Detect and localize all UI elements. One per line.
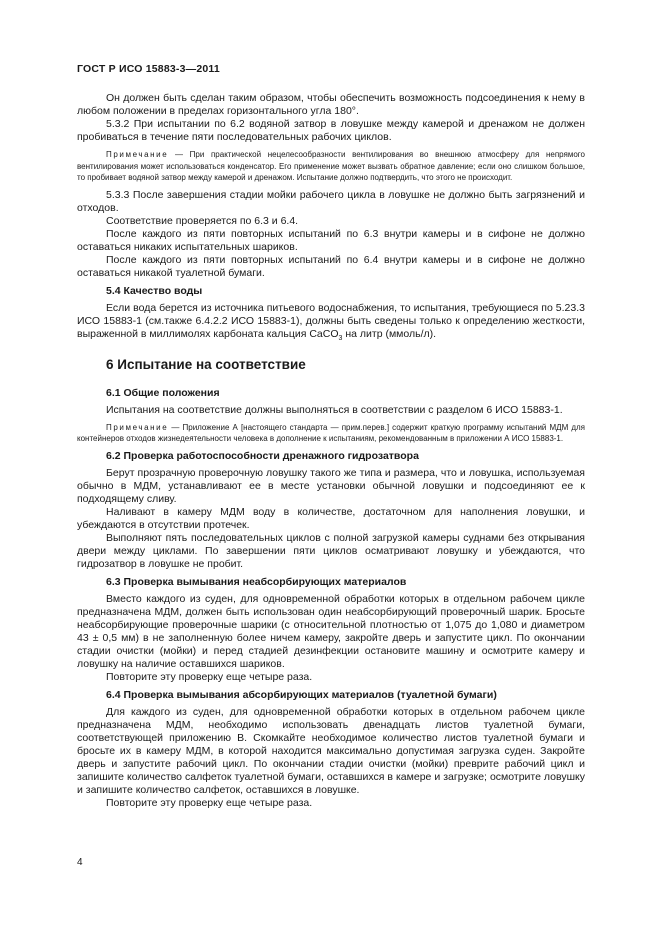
paragraph: Испытания на соответствие должны выполняться в соответствии с разделом 6 ИСО 15883-1.: [106, 403, 563, 416]
document-header: ГОСТ Р ИСО 15883-3—2011: [77, 63, 220, 75]
note-label: Примечание: [106, 422, 169, 432]
paragraph: Берут прозрачную проверочную ловушку такого же типа и размера, что и ловушка, используемая обычно в МДМ, устанавливают ее в месте установки обычной ловушки и подсоединяют ее к подходящему сливу.: [77, 466, 585, 505]
note-label: Примечание: [106, 150, 169, 159]
paragraph: Наливают в камеру МДМ воду в количестве, достаточном для наполнения ловушки, и убеждаются в отсутствии протечек.: [77, 505, 585, 531]
section-heading-5-4: 5.4 Качество воды: [106, 284, 203, 297]
note-text: — Приложение А [настоящего стандарта — прим.перев.] содержит краткую программу испытаний МДМ для контейнеров отходов жизнедеятельности человека в дополнение к испытаниям, рекомендованным в приложении А ИСО 15883-1.: [77, 422, 585, 443]
section-heading-6-2: 6.2 Проверка работоспособности дренажного гидрозатвора: [106, 449, 419, 462]
document-body: [77, 92, 585, 810]
paragraph: После каждого из пяти повторных испытаний по 6.4 внутри камеры и в сифоне не должно оставаться никакой туалетной бумаги.: [77, 253, 585, 279]
section-heading-6-4: 6.4 Проверка вымывания абсорбирующих материалов (туалетной бумаги): [106, 688, 497, 701]
paragraph: Соответствие проверяется по 6.3 и 6.4.: [106, 214, 299, 227]
note: [77, 422, 585, 445]
clause-5-3-2: 5.3.2 При испытании по 6.2 водяной затвор в ловушке между камерой и дренажом не должен пробиваться в течение пяти последовательных рабочих циклов.: [77, 118, 585, 143]
note-text: — При практической нецелесообразности вентилирования во внешнюю атмосферу для непрямого вентилирования может использоваться конденсатор. Его применение может вызвать обратное давление; если оно слишком большое, то пробивает водяной затвор между камерой и дренажом. Испытание должно подтвердить, что этого не происходит.: [77, 150, 585, 182]
subscript: 3: [338, 334, 343, 342]
page-number: 4: [77, 857, 83, 868]
paragraph: После каждого из пяти повторных испытаний по 6.3 внутри камеры и в сифоне не должно оставаться никаких испытательных шариков.: [77, 227, 585, 253]
paragraph: Выполняют пять последовательных циклов с полной загрузкой камеры суднами без открывания двери между циклами. По завершении пяти циклов осматривают ловушку и убеждаются, что гидрозатвор в ловушке не пробит.: [77, 531, 585, 570]
clause-5-3-3: 5.3.3 После завершения стадии мойки рабочего цикла в ловушке не должно быть загрязнений и отходов.: [77, 188, 585, 214]
note: [77, 149, 585, 184]
text-run: Если вода берется из источника питьевого водоснабжения, то испытания, требующиеся по 5.23.3 ИСО 15883-1 (см.также 6.4.2.2 ИСО 15883-1), должны быть сведены только к определению жесткости, выраженной в миллимолях карбоната кальция CaCO: [77, 301, 585, 340]
paragraph: [77, 302, 585, 341]
paragraph: Повторите эту проверку еще четыре раза.: [106, 670, 313, 683]
paragraph: Повторите эту проверку еще четыре раза.: [106, 796, 313, 809]
section-heading-6-1: 6.1 Общие положения: [106, 386, 220, 399]
paragraph: Для каждого из суден, для одновременной обработки которых в отдельном рабочем цикле предназначена МДМ, необходимо использовать двенадцать листов туалетной бумаги, соответствующей приложению В. Скомкайте необходимое количество листов туалетной бумаги и бросьте их в камеру МДМ, в которой находится максимально допустимая загрузка суден. Закройте дверь и запустите рабочий цикл. По окончании стадии очистки (мойки) преврите рабочий цикл и запишите количество салфеток туалетной бумаги, оставшихся в камере и загрузке; осмотрите ловушку и запишите количество салфеток, оставшихся в ловушке.: [77, 705, 585, 796]
paragraph: Он должен быть сделан таким образом, чтобы обеспечить возможность подсоединения к нему в любом положении в пределах горизонтального угла 180°.: [77, 92, 585, 117]
section-heading-6: 6 Испытание на соответствие: [106, 356, 306, 372]
section-heading-6-3: 6.3 Проверка вымывания неабсорбирующих материалов: [106, 575, 407, 588]
paragraph: Вместо каждого из суден, для одновременной обработки которых в отдельном рабочем цикле предназначена МДМ, должен быть использован один неабсорбирующий проверочный шарик. Бросьте неабсорбирующие проверочные шарики (с относительной плотностью от 1,075 до 1,080 и диаметром 43 ± 0,5 мм) в не заполненную более ничем камеру, закройте дверь и запустите цикл. По окончании стадии очистки (мойки) и перед стадией дезинфекции остановите машину и осмотрите камеру и ловушку на наличие оставшихся шариков.: [77, 592, 585, 670]
text-run: на литр (ммоль/л).: [342, 327, 437, 340]
